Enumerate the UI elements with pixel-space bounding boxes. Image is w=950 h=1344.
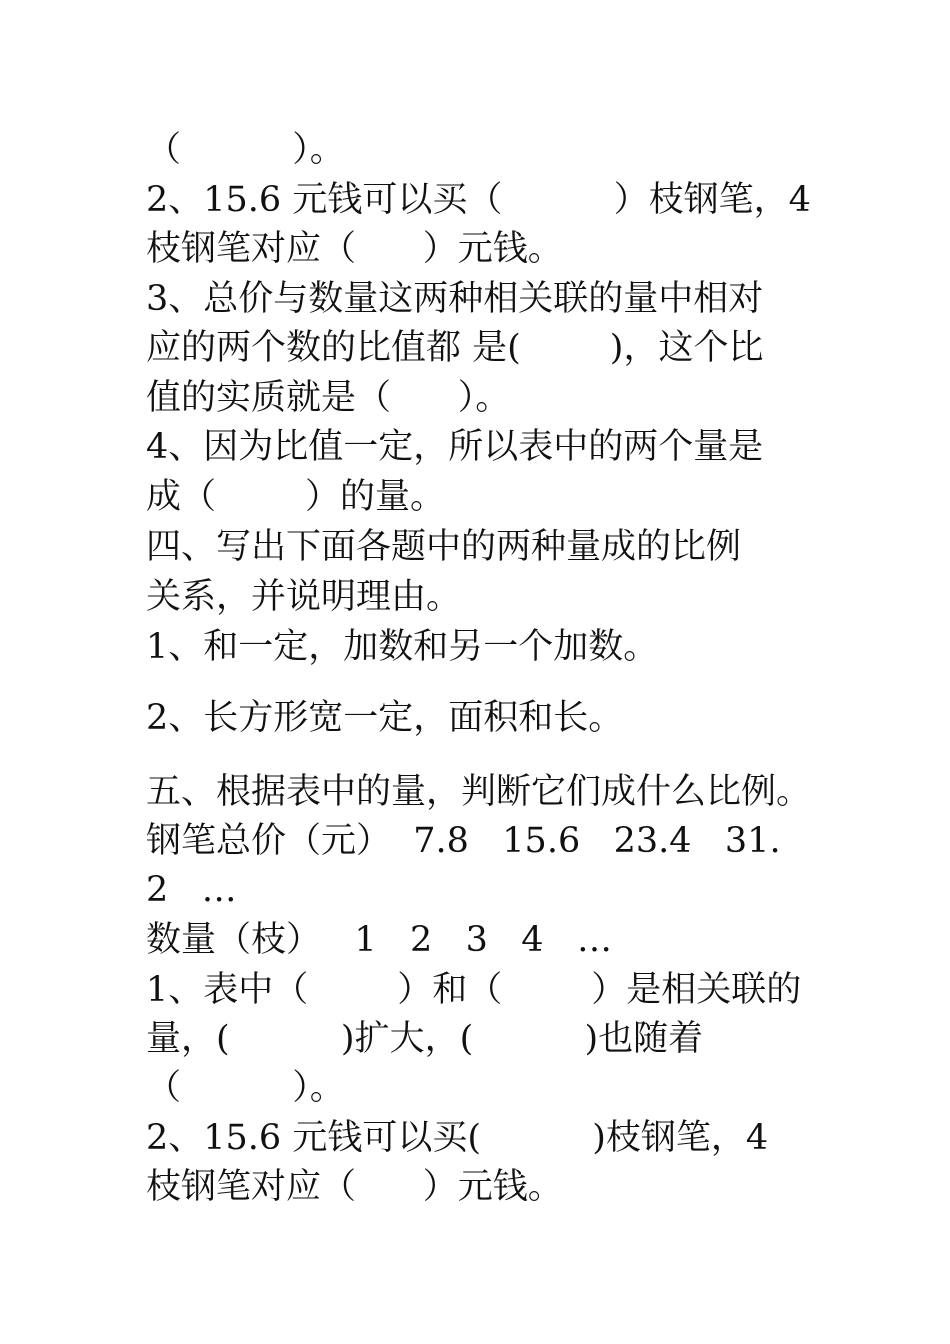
text-line: 2、15.6 元钱可以买( )枝钢笔，4 xyxy=(146,1118,769,1158)
text-line: 成（ ）的量。 xyxy=(146,477,446,517)
table-row-quantity: 数量（枝） 1 2 3 4 … xyxy=(146,920,612,960)
text-line: 枝钢笔对应（ ）元钱。 xyxy=(146,1167,563,1207)
text-line: 1、和一定，加数和另一个加数。 xyxy=(146,627,659,667)
section-heading: 五、根据表中的量，判断它们成什么比例。 xyxy=(146,772,812,812)
text-line: 2、15.6 元钱可以买（ ）枝钢笔，4 xyxy=(146,180,811,220)
text-line: 值的实质就是（ ）。 xyxy=(146,378,511,418)
section-heading: 关系，并说明理由。 xyxy=(146,577,462,617)
text-line: 应的两个数的比值都 是( )，这个比 xyxy=(146,328,764,368)
table-row-price: 钢笔总价（元） 7.8 15.6 23.4 31. xyxy=(146,821,781,861)
text-line: （ ）。 xyxy=(146,1068,345,1108)
text-line: 3、总价与数量这两种相关联的量中相对 xyxy=(146,279,764,319)
text-line: 枝钢笔对应（ ）元钱。 xyxy=(146,229,563,269)
text-line: （ ）。 xyxy=(146,130,345,170)
text-line: 4、因为比值一定，所以表中的两个量是 xyxy=(146,427,764,467)
section-heading: 四、写出下面各题中的两种量成的比例 xyxy=(146,527,742,567)
text-line: 1、表中（ ）和（ ）是相关联的 xyxy=(146,970,802,1010)
text-line: 量，( )扩大，( )也随着 xyxy=(146,1019,704,1059)
text-line: 2、长方形宽一定，面积和长。 xyxy=(146,698,624,738)
table-row-price-cont: 2 … xyxy=(146,870,237,910)
